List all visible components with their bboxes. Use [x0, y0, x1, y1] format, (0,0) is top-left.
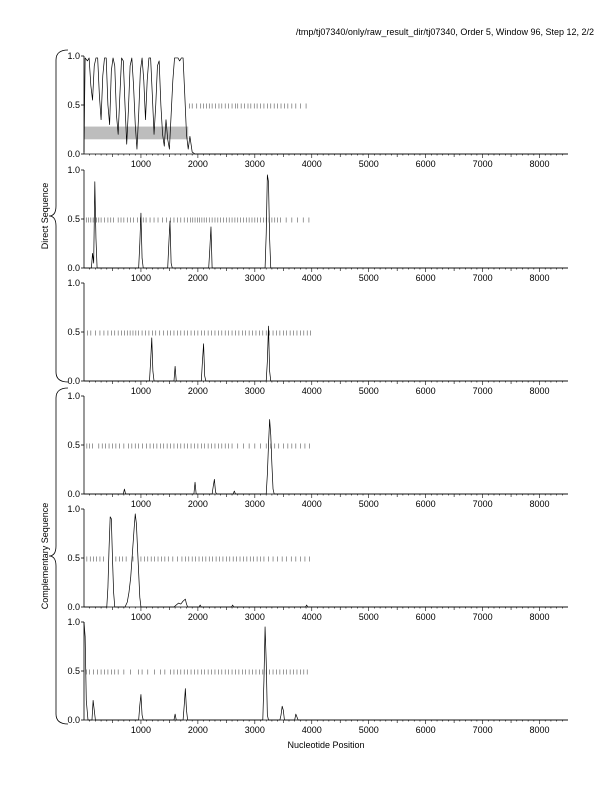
complementary-sequence-brace — [49, 388, 68, 724]
x-tick-label: 7000 — [472, 386, 493, 396]
x-tick-label: 6000 — [415, 386, 436, 396]
x-tick-label: 5000 — [358, 159, 379, 169]
y-tick-label: 1.0 — [67, 165, 80, 175]
panels — [67, 51, 568, 735]
x-tick-label: 3000 — [244, 273, 265, 283]
x-tick-label: 2000 — [187, 273, 208, 283]
y-tick-label: 0.0 — [67, 715, 80, 725]
series-line — [84, 514, 568, 607]
series-line — [84, 326, 568, 381]
x-tick-label: 6000 — [415, 612, 436, 622]
y-tick-label: 0.0 — [67, 489, 80, 499]
x-tick-label: 3000 — [244, 386, 265, 396]
y-tick-label: 0.5 — [67, 327, 80, 337]
x-tick-label: 5000 — [358, 273, 379, 283]
x-tick-label: 1000 — [130, 386, 151, 396]
x-tick-label: 4000 — [301, 499, 322, 509]
x-tick-label: 3000 — [244, 725, 265, 735]
series-line — [84, 420, 568, 494]
y-tick-label: 1.0 — [67, 504, 80, 514]
x-tick-label: 8000 — [529, 612, 550, 622]
x-tick-label: 8000 — [529, 499, 550, 509]
y-tick-label: 0.0 — [67, 149, 80, 159]
x-tick-label: 1000 — [130, 159, 151, 169]
x-tick-label: 6000 — [415, 273, 436, 283]
x-tick-label: 7000 — [472, 273, 493, 283]
y-tick-label: 1.0 — [67, 51, 80, 61]
x-tick-label: 6000 — [415, 159, 436, 169]
x-tick-label: 6000 — [415, 499, 436, 509]
panel-5 — [67, 504, 568, 622]
x-tick-label: 3000 — [244, 499, 265, 509]
y-tick-label: 0.5 — [67, 100, 80, 110]
x-tick-label: 4000 — [301, 273, 322, 283]
x-tick-label: 2000 — [187, 386, 208, 396]
x-tick-label: 1000 — [130, 612, 151, 622]
x-tick-label: 7000 — [472, 159, 493, 169]
x-tick-label: 2000 — [187, 499, 208, 509]
panel-4 — [67, 391, 568, 509]
x-tick-label: 8000 — [529, 386, 550, 396]
y-tick-label: 1.0 — [67, 391, 80, 401]
x-tick-label: 4000 — [301, 386, 322, 396]
x-tick-label: 5000 — [358, 612, 379, 622]
complementary-sequence-label: Complementary Sequence — [40, 502, 50, 610]
series-line — [84, 58, 568, 154]
y-tick-label: 0.0 — [67, 602, 80, 612]
y-tick-label: 0.0 — [67, 376, 80, 386]
x-tick-label: 7000 — [472, 612, 493, 622]
x-tick-label: 2000 — [187, 612, 208, 622]
x-tick-label: 2000 — [187, 725, 208, 735]
panel-1 — [67, 51, 568, 169]
series-line — [84, 622, 568, 720]
y-tick-label: 0.5 — [67, 553, 80, 563]
x-tick-label: 4000 — [301, 725, 322, 735]
y-tick-label: 1.0 — [67, 278, 80, 288]
x-tick-label: 5000 — [358, 725, 379, 735]
x-tick-label: 1000 — [130, 273, 151, 283]
panel-2 — [67, 165, 568, 283]
y-tick-label: 0.5 — [67, 666, 80, 676]
direct-sequence-brace — [49, 50, 68, 382]
x-tick-label: 8000 — [529, 273, 550, 283]
x-tick-label: 7000 — [472, 499, 493, 509]
x-tick-label: 3000 — [244, 159, 265, 169]
x-tick-label: 8000 — [529, 159, 550, 169]
x-tick-label: 4000 — [301, 159, 322, 169]
x-tick-label: 7000 — [472, 725, 493, 735]
y-tick-label: 0.5 — [67, 440, 80, 450]
y-tick-label: 1.0 — [67, 617, 80, 627]
x-tick-label: 8000 — [529, 725, 550, 735]
x-tick-label: 5000 — [358, 386, 379, 396]
x-tick-label: 6000 — [415, 725, 436, 735]
direct-sequence-label: Direct Sequence — [40, 182, 50, 250]
x-tick-label: 1000 — [130, 499, 151, 509]
x-tick-label: 4000 — [301, 612, 322, 622]
series-line — [84, 175, 568, 268]
y-tick-label: 0.0 — [67, 263, 80, 273]
figure-title: /tmp/tj07340/only/raw_result_dir/tj07340, Order 5, Window 96, Step 12, 2/2 — [295, 27, 594, 37]
y-tick-label: 0.5 — [67, 214, 80, 224]
x-tick-label: 5000 — [358, 499, 379, 509]
x-tick-label: 2000 — [187, 159, 208, 169]
panel-6 — [67, 617, 568, 735]
x-tick-label: 3000 — [244, 612, 265, 622]
x-axis-title: Nucleotide Position — [287, 740, 365, 750]
x-tick-label: 1000 — [130, 725, 151, 735]
panel-3 — [67, 278, 568, 396]
